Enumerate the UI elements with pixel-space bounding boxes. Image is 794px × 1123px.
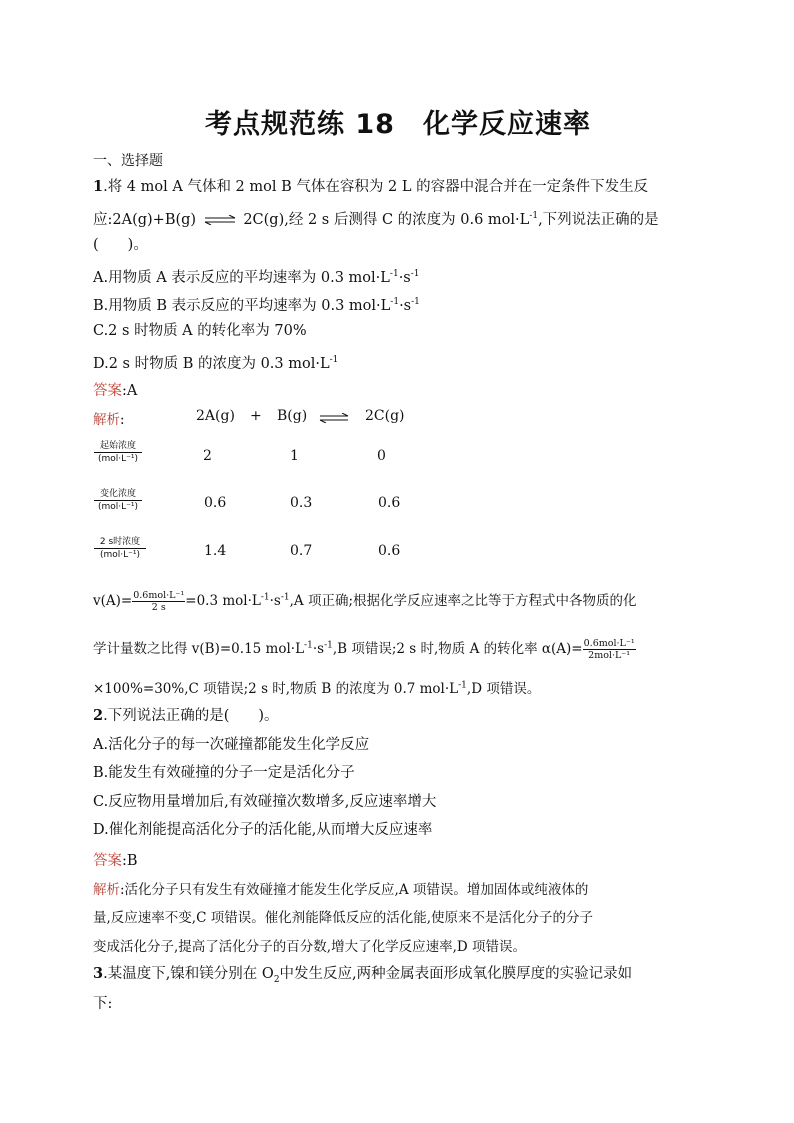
cell-initial-c: 0 xyxy=(377,448,386,464)
q2-explanation-line1: 解析:活化分子只有发生有效碰撞才能发生化学反应,A 项错误。增加固体或纯液体的 xyxy=(93,882,589,898)
cell-change-a: 0.6 xyxy=(204,495,227,511)
row-label-initial: 起始浓度 (mol·L⁻¹) xyxy=(94,440,142,465)
fraction: $\frac{\text{0.6mol·L⁻¹}}{2 s}$ xyxy=(133,590,185,613)
q3-line2: 下: xyxy=(93,996,113,1012)
q1-option-c: C.2 s 时物质 A 的转化率为 70% xyxy=(93,323,307,339)
q3-number: 3 xyxy=(93,965,104,982)
q1-option-b: B.用物质 B 表示反应的平均速率为 0.3 $mol\cdot L^{-1}\cdot s^{-1}$ xyxy=(93,297,420,314)
cell-2s-c: 0.6 xyxy=(378,543,401,559)
equilibrium-arrow-icon xyxy=(203,215,237,225)
fraction: $\frac{\text{0.6mol·L⁻¹}}{\text{2mol·L⁻¹}}$ xyxy=(583,638,635,661)
cell-initial-a: 2 xyxy=(203,448,212,464)
q1-explanation-label: 解析: xyxy=(93,412,125,428)
q1-number: 1 xyxy=(93,178,104,195)
row-label-2s: 2 s时浓度 (mol·L⁻¹) xyxy=(94,536,146,561)
q2-explanation-line3: 变成活化分子,提高了活化分子的百分数,增大了化学反应速率,D 项错误。 xyxy=(93,939,526,955)
q1-calc-line1: v(A)= $\frac{\text{0.6mol·L⁻¹}}{2 s}$ =0.3 $mol\cdot L^{-1}\cdot s^{-1},A$ 项正确;根据化学反应速率之比等于方程式中各物质的化 xyxy=(93,590,637,613)
q1-calc-line2: 学计量数之比得 v(B)=0.15 $mol\cdot L^{-1}\cdot s^{-1},B$ 项错误;2 s 时,物质 A 的转化率 α(A)= $\frac{\text{0.6mol·L⁻¹}}{\text{2mol·L⁻¹}}$ xyxy=(93,638,635,661)
q2-number: 2 xyxy=(93,707,104,724)
q2-option-a: A.活化分子的每一次碰撞都能发生化学反应 xyxy=(93,737,370,753)
eq-2a: 2A(g) xyxy=(196,408,235,424)
eq-b: B(g) xyxy=(277,408,308,424)
cell-2s-b: 0.7 xyxy=(290,543,313,559)
eq-2c: 2C(g) xyxy=(365,408,405,424)
q2-explanation-line2: 量,反应速率不变,C 项错误。催化剂能降低反应的活化能,使原来不是活化分子的分子 xyxy=(93,910,593,926)
eq-plus: + xyxy=(250,408,262,424)
q2-stem: 2.下列说法正确的是( )。 xyxy=(93,707,279,724)
q1-answer: 答案:A xyxy=(93,383,138,399)
cell-change-b: 0.3 xyxy=(290,495,313,511)
q1-line2: 应:2A(g)+B(g) 2C(g),经 2 s 后测得 C 的浓度为 0.6 $mol\cdot L^{-1}$,下列说法正确的是 xyxy=(93,211,659,228)
q1-line3: ( )。 xyxy=(93,237,148,253)
q1-line1: 1.将 4 mol A 气体和 2 mol B 气体在容积为 2 L 的容器中混合并在一定条件下发生反 xyxy=(93,178,649,195)
q1-calc-line3: ×100%=30%,C 项错误;2 s 时,物质 B 的浓度为 0.7 $mol\cdot L^{-1},D$ 项错误。 xyxy=(93,680,541,697)
q2-answer: 答案:B xyxy=(93,853,138,869)
q2-option-c: C.反应物用量增加后,有效碰撞次数增多,反应速率增大 xyxy=(93,794,437,810)
q2-option-b: B.能发生有效碰撞的分子一定是活化分子 xyxy=(93,765,355,781)
equilibrium-arrow-icon xyxy=(319,413,349,423)
q3-line1: 3.某温度下,镍和镁分别在 $O_2$中发生反应,两种金属表面形成氧化膜厚度的实验记录如 xyxy=(93,965,633,985)
q1-option-a: A.用物质 A 表示反应的平均速率为 0.3 $mol\cdot L^{-1}\cdot s^{-1}$ xyxy=(93,269,420,286)
row-label-change: 变化浓度 (mol·L⁻¹) xyxy=(94,488,142,513)
q1-option-d: D.2 s 时物质 B 的浓度为 0.3 $mol\cdot L^{-1}$ xyxy=(93,355,339,372)
q2-option-d: D.催化剂能提高活化分子的活化能,从而增大反应速率 xyxy=(93,822,433,838)
cell-change-c: 0.6 xyxy=(378,495,401,511)
cell-2s-a: 1.4 xyxy=(204,543,227,559)
cell-initial-b: 1 xyxy=(290,448,299,464)
section-heading: 一、选择题 xyxy=(93,153,163,169)
page-title: 考点规范练 18 化学反应速率 xyxy=(205,109,591,140)
